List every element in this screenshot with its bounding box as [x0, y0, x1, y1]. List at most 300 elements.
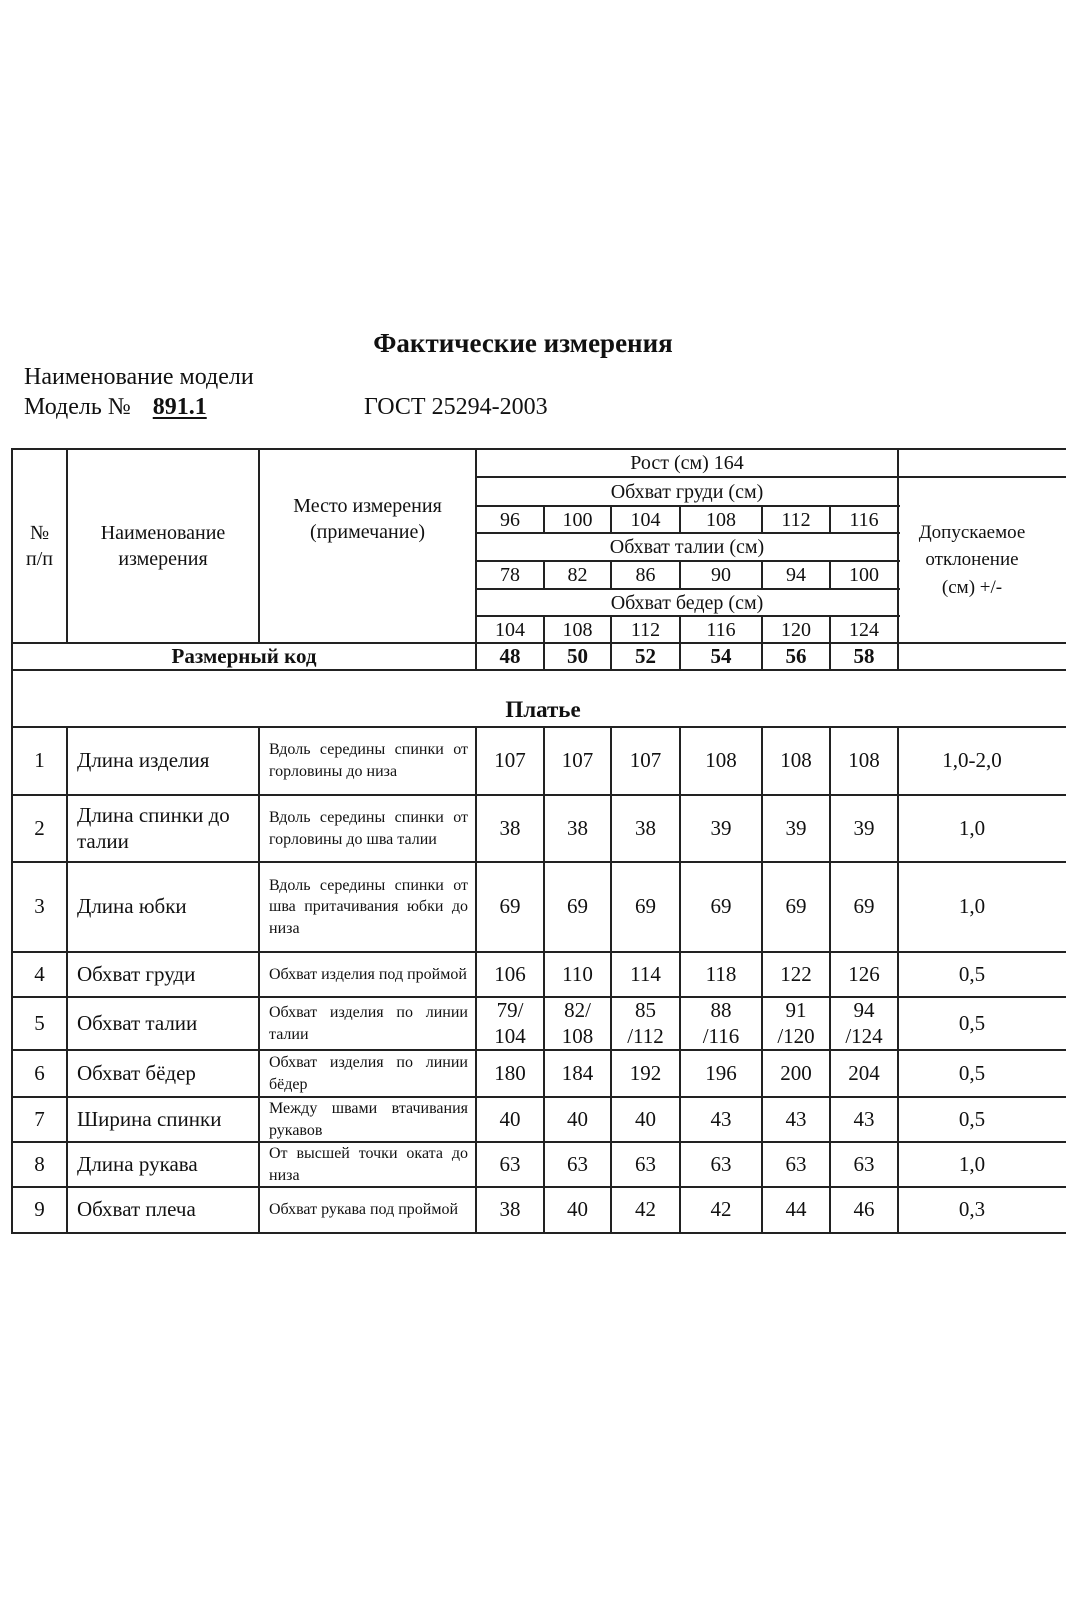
row-value-text: 39 — [853, 815, 875, 840]
row-value — [680, 727, 762, 795]
chest-size — [830, 506, 898, 533]
row-value — [762, 1187, 830, 1233]
table-rule — [610, 726, 612, 1234]
row-number — [12, 1097, 67, 1142]
size-code-text: 48 — [499, 643, 521, 668]
row-tolerance-text: 1,0-2,0 — [942, 748, 1002, 773]
header-height — [476, 449, 898, 477]
row-note — [259, 795, 476, 862]
page-title: Фактические измерения — [373, 328, 673, 358]
row-name-text: Длина рукава — [77, 1151, 198, 1176]
section-title — [476, 692, 610, 727]
row-value-text: 196 — [705, 1060, 737, 1085]
row-number — [12, 727, 67, 795]
row-note-text: Обхват изделия под проймой — [269, 965, 467, 983]
row-value-text: 192 — [629, 1060, 662, 1085]
row-value-text: 63 — [499, 1151, 521, 1176]
header-col-name — [67, 449, 259, 643]
waist-size-text: 78 — [500, 564, 520, 586]
row-value-text: 79/ 104 — [494, 998, 526, 1048]
table-rule — [11, 448, 13, 1234]
table-rule — [12, 1141, 1066, 1143]
row-value — [544, 727, 611, 795]
row-number — [12, 862, 67, 952]
table-rule — [679, 726, 681, 1234]
row-number-text: 8 — [34, 1151, 45, 1176]
row-note-text: Вдоль середины спинки от горловины до шва талии — [269, 808, 468, 848]
row-value — [476, 1142, 544, 1187]
row-note — [259, 952, 476, 997]
table-rule — [610, 642, 612, 671]
row-tolerance — [898, 952, 1046, 997]
row-number-text: 1 — [34, 748, 45, 773]
table-rule — [829, 505, 831, 534]
row-note — [259, 1097, 476, 1142]
row-value — [476, 952, 544, 997]
row-value — [544, 1050, 611, 1097]
chest-size — [476, 506, 544, 533]
row-number — [12, 1050, 67, 1097]
row-name-text: Обхват талии — [77, 1010, 198, 1035]
row-value — [611, 997, 680, 1050]
table-rule — [12, 1232, 1066, 1234]
header-hips-label-text: Обхват бедер (см) — [610, 591, 764, 614]
row-value — [830, 1097, 898, 1142]
table-rule — [898, 476, 1066, 478]
header-hips-label — [476, 589, 898, 616]
hips-size — [611, 616, 680, 643]
header-chest-label-text: Обхват груди (см) — [610, 480, 764, 503]
row-value — [762, 795, 830, 862]
table-rule — [761, 726, 763, 1234]
row-number-text: 5 — [34, 1010, 45, 1035]
hips-size-text: 116 — [706, 618, 736, 641]
row-tolerance-text: 0,5 — [958, 1010, 986, 1035]
size-code-label — [12, 643, 476, 670]
row-value-text: 107 — [494, 748, 526, 773]
row-value — [762, 862, 830, 952]
table-rule — [476, 476, 900, 478]
header-col-place — [259, 449, 476, 643]
table-rule — [12, 1186, 1066, 1188]
hips-size — [830, 616, 898, 643]
row-value-text: 91 /120 — [777, 998, 815, 1048]
row-note-text: От высшей точки оката до низа — [269, 1144, 468, 1184]
row-name — [67, 1142, 259, 1187]
table-rule — [258, 448, 260, 644]
table-rule — [12, 861, 1066, 863]
row-value — [544, 952, 611, 997]
row-value — [476, 862, 544, 952]
row-value-text: 63 — [710, 1151, 732, 1176]
row-number-text: 9 — [34, 1197, 45, 1222]
row-value — [476, 997, 544, 1050]
waist-size — [476, 561, 544, 589]
table-rule — [897, 726, 899, 1234]
table-rule — [679, 642, 681, 671]
header-col-place-text: Место измерения (примечание) — [293, 495, 442, 543]
row-note-text: Обхват изделия по линии талии — [269, 1003, 468, 1043]
table-rule — [12, 669, 1066, 671]
row-note-text: Вдоль середины спинки от горловины до низа — [269, 741, 468, 780]
row-value — [611, 1050, 680, 1097]
row-value-text: 42 — [710, 1197, 732, 1222]
row-note-text: Обхват рукава под проймой — [269, 1201, 459, 1219]
row-tolerance — [898, 1187, 1046, 1233]
row-value — [476, 1187, 544, 1233]
row-value — [762, 952, 830, 997]
row-note — [259, 862, 476, 952]
section-title-text: Платье — [505, 696, 581, 722]
row-value-text: 108 — [848, 748, 880, 773]
row-number-text: 2 — [34, 815, 45, 840]
header-waist-label — [476, 533, 898, 561]
row-value — [762, 727, 830, 795]
row-value-text: 118 — [705, 961, 737, 986]
row-value — [611, 1097, 680, 1142]
header-chest-label — [476, 477, 898, 506]
row-value — [544, 1097, 611, 1142]
row-value — [762, 1142, 830, 1187]
row-name — [67, 795, 259, 862]
row-number — [12, 997, 67, 1050]
row-value — [680, 1097, 762, 1142]
table-rule — [258, 726, 260, 1234]
table-rule — [12, 996, 1066, 998]
row-name-text: Длина юбки — [77, 894, 187, 919]
row-value-text: 106 — [494, 961, 526, 986]
row-value — [830, 1187, 898, 1233]
hips-size-text: 108 — [562, 618, 593, 641]
table-rule — [12, 1096, 1066, 1098]
row-name-text: Обхват груди — [77, 961, 196, 986]
row-value-text: 38 — [567, 815, 588, 840]
header-col-number-text: № п/п — [26, 522, 53, 570]
row-value — [544, 997, 611, 1050]
row-value-text: 88 /116 — [702, 998, 740, 1048]
size-code-text: 50 — [567, 643, 588, 668]
row-name — [67, 862, 259, 952]
row-value — [762, 997, 830, 1050]
row-value — [544, 862, 611, 952]
row-value — [611, 862, 680, 952]
row-value-text: 69 — [785, 894, 807, 919]
table-rule — [761, 505, 763, 534]
row-name-text: Длина изделия — [77, 748, 210, 773]
row-value — [830, 952, 898, 997]
hips-size — [762, 616, 830, 643]
size-code-label-text: Размерный код — [171, 643, 317, 668]
row-tolerance — [898, 1050, 1046, 1097]
row-value-text: 204 — [848, 1060, 880, 1085]
row-name-text: Обхват бёдер — [77, 1060, 196, 1085]
table-rule — [679, 505, 681, 534]
row-value-text: 42 — [635, 1197, 656, 1222]
row-value-text: 63 — [785, 1151, 807, 1176]
chest-size-text: 104 — [630, 508, 661, 531]
row-note-text: Вдоль середины спинки от шва притачивания юбки до низа — [269, 876, 468, 937]
row-value-text: 107 — [561, 748, 594, 773]
size-code-text: 56 — [785, 643, 807, 668]
row-name — [67, 1050, 259, 1097]
row-note-text: Между швами втачивания рукавов — [269, 1099, 468, 1139]
table-rule — [12, 1049, 1066, 1051]
row-value — [476, 795, 544, 862]
row-value-text: 40 — [635, 1106, 656, 1131]
chest-size — [611, 506, 680, 533]
row-name — [67, 952, 259, 997]
row-number-text: 6 — [34, 1060, 45, 1085]
row-value-text: 85 /112 — [627, 998, 664, 1048]
row-tolerance-text: 0,5 — [958, 961, 986, 986]
row-value-text: 94 /124 — [845, 998, 883, 1048]
hips-size — [476, 616, 544, 643]
table-rule — [475, 448, 477, 671]
row-value-text: 200 — [780, 1060, 812, 1085]
size-code — [476, 643, 544, 670]
chest-size — [544, 506, 611, 533]
row-value-text: 69 — [853, 894, 875, 919]
row-value — [680, 1142, 762, 1187]
row-value — [544, 795, 611, 862]
table-rule — [476, 588, 900, 590]
header-col-name-text: Наименование измерения — [100, 522, 226, 570]
row-value-text: 40 — [499, 1106, 521, 1131]
model-number-value: 891.1 — [152, 394, 207, 420]
header-tolerance — [898, 477, 1046, 643]
row-value-text: 43 — [785, 1106, 807, 1131]
chest-size-text: 100 — [562, 508, 593, 531]
row-value-text: 69 — [567, 894, 588, 919]
table-rule — [610, 505, 612, 534]
row-name-text: Обхват плеча — [77, 1197, 196, 1222]
waist-size — [680, 561, 762, 589]
row-value — [830, 727, 898, 795]
size-code — [611, 643, 680, 670]
row-name — [67, 727, 259, 795]
row-value-text: 46 — [853, 1197, 875, 1222]
table-rule — [66, 448, 68, 644]
row-value-text: 180 — [494, 1060, 526, 1085]
row-value-text: 63 — [567, 1151, 588, 1176]
row-value — [544, 1187, 611, 1233]
table-rule — [761, 642, 763, 671]
row-number-text: 4 — [34, 961, 45, 986]
row-value — [680, 997, 762, 1050]
row-value-text: 38 — [499, 815, 521, 840]
row-tolerance-text: 0,3 — [958, 1197, 986, 1222]
row-value — [476, 1097, 544, 1142]
table-rule — [543, 560, 545, 590]
row-tolerance-text: 1,0 — [958, 1151, 986, 1176]
table-rule — [476, 615, 900, 617]
row-value-text: 63 — [853, 1151, 875, 1176]
table-rule — [610, 615, 612, 644]
row-value-text: 82/ 108 — [561, 998, 594, 1048]
header-height-text: Рост (см) 164 — [630, 452, 744, 474]
waist-size — [611, 561, 680, 589]
waist-size — [762, 561, 830, 589]
table-rule — [897, 448, 899, 671]
table-rule — [12, 642, 1066, 644]
hips-size-text: 112 — [630, 618, 661, 641]
row-value — [680, 1050, 762, 1097]
row-value-text: 114 — [630, 961, 661, 986]
table-rule — [829, 642, 831, 671]
table-rule — [829, 726, 831, 1234]
row-value-text: 43 — [710, 1106, 732, 1131]
row-tolerance — [898, 1142, 1046, 1187]
row-note — [259, 1050, 476, 1097]
row-value-text: 39 — [785, 815, 807, 840]
row-name-text: Длина спинки до талии — [77, 803, 230, 853]
row-value — [544, 1142, 611, 1187]
gost-standard: ГОСТ 25294-2003 — [364, 394, 548, 420]
row-value — [762, 1097, 830, 1142]
row-value — [762, 1050, 830, 1097]
chest-size — [762, 506, 830, 533]
row-value — [611, 952, 680, 997]
row-value — [611, 795, 680, 862]
model-number-label: Модель № — [24, 394, 131, 420]
row-value — [611, 1187, 680, 1233]
waist-size — [544, 561, 611, 589]
row-value — [680, 795, 762, 862]
row-name — [67, 997, 259, 1050]
row-value — [830, 795, 898, 862]
waist-size — [830, 561, 898, 589]
row-value-text: 38 — [499, 1197, 521, 1222]
size-code — [680, 643, 762, 670]
table-rule — [66, 726, 68, 1234]
row-value-text: 39 — [710, 815, 732, 840]
row-tolerance-text: 1,0 — [958, 894, 986, 919]
header-tolerance-text: Допускаемое отклонение (см) +/- — [918, 521, 1026, 598]
row-value-text: 69 — [635, 894, 656, 919]
chest-size-text: 112 — [781, 508, 811, 531]
row-value-text: 126 — [848, 961, 880, 986]
row-number — [12, 1142, 67, 1187]
size-code — [762, 643, 830, 670]
row-name — [67, 1187, 259, 1233]
row-note — [259, 1142, 476, 1187]
row-value — [611, 727, 680, 795]
row-note — [259, 727, 476, 795]
row-name-text: Ширина спинки — [77, 1106, 222, 1131]
table-rule — [475, 726, 477, 1234]
row-value — [680, 1187, 762, 1233]
hips-size-text: 124 — [849, 618, 879, 641]
table-rule — [12, 951, 1066, 953]
row-value-text: 108 — [780, 748, 812, 773]
waist-size-text: 86 — [635, 564, 656, 586]
row-tolerance-text: 0,5 — [958, 1106, 986, 1131]
row-value-text: 63 — [635, 1151, 656, 1176]
size-code-text: 58 — [853, 643, 875, 668]
row-number — [12, 795, 67, 862]
header-waist-label-text: Обхват талии (см) — [609, 536, 765, 558]
row-value-text: 108 — [705, 748, 737, 773]
table-rule — [829, 615, 831, 644]
row-tolerance — [898, 862, 1046, 952]
row-value-text: 122 — [780, 961, 812, 986]
row-tolerance — [898, 727, 1046, 795]
hips-size-text: 120 — [781, 618, 811, 641]
row-tolerance-text: 1,0 — [958, 815, 986, 840]
row-value — [611, 1142, 680, 1187]
size-code — [830, 643, 898, 670]
table-rule — [12, 448, 1066, 450]
hips-size-text: 104 — [495, 618, 525, 641]
table-rule — [761, 615, 763, 644]
row-value — [680, 952, 762, 997]
row-number — [12, 952, 67, 997]
row-tolerance — [898, 795, 1046, 862]
table-rule — [679, 560, 681, 590]
row-note — [259, 1187, 476, 1233]
table-rule — [543, 615, 545, 644]
table-rule — [12, 726, 1066, 728]
row-note — [259, 997, 476, 1050]
table-rule — [829, 560, 831, 590]
header-col-number — [12, 449, 67, 643]
row-value-text: 40 — [567, 1197, 588, 1222]
row-value-text: 69 — [499, 894, 521, 919]
waist-size-text: 94 — [786, 564, 806, 586]
table-rule — [476, 505, 900, 507]
row-note-text: Обхват изделия по линии бёдер — [269, 1053, 468, 1093]
table-rule — [543, 505, 545, 534]
hips-size — [680, 616, 762, 643]
row-tolerance — [898, 997, 1046, 1050]
table-rule — [610, 560, 612, 590]
row-tolerance — [898, 1097, 1046, 1142]
chest-size-text: 116 — [849, 508, 879, 531]
row-name — [67, 1097, 259, 1142]
size-code-text: 52 — [635, 643, 656, 668]
table-rule — [761, 560, 763, 590]
hips-size — [544, 616, 611, 643]
row-value — [830, 997, 898, 1050]
model-name-label: Наименование модели — [24, 364, 254, 390]
row-value-text: 44 — [785, 1197, 807, 1222]
row-value — [830, 1142, 898, 1187]
row-number-text: 3 — [34, 894, 45, 919]
table-rule — [476, 560, 900, 562]
size-code — [544, 643, 611, 670]
row-value-text: 38 — [635, 815, 656, 840]
row-value-text: 69 — [710, 894, 732, 919]
size-code-text: 54 — [710, 643, 732, 668]
chest-size — [680, 506, 762, 533]
row-number — [12, 1187, 67, 1233]
table-rule — [12, 794, 1066, 796]
row-value — [680, 862, 762, 952]
row-value — [830, 862, 898, 952]
row-value-text: 40 — [567, 1106, 588, 1131]
waist-size-text: 100 — [849, 564, 879, 586]
chest-size-text: 96 — [500, 508, 520, 531]
row-value-text: 107 — [629, 748, 662, 773]
row-tolerance-text: 0,5 — [958, 1060, 986, 1085]
row-value — [476, 727, 544, 795]
table-rule — [679, 615, 681, 644]
table-rule — [543, 726, 545, 1234]
chest-size-text: 108 — [706, 508, 736, 531]
row-value-text: 43 — [853, 1106, 875, 1131]
table-rule — [476, 532, 900, 534]
row-value-text: 110 — [562, 961, 593, 986]
